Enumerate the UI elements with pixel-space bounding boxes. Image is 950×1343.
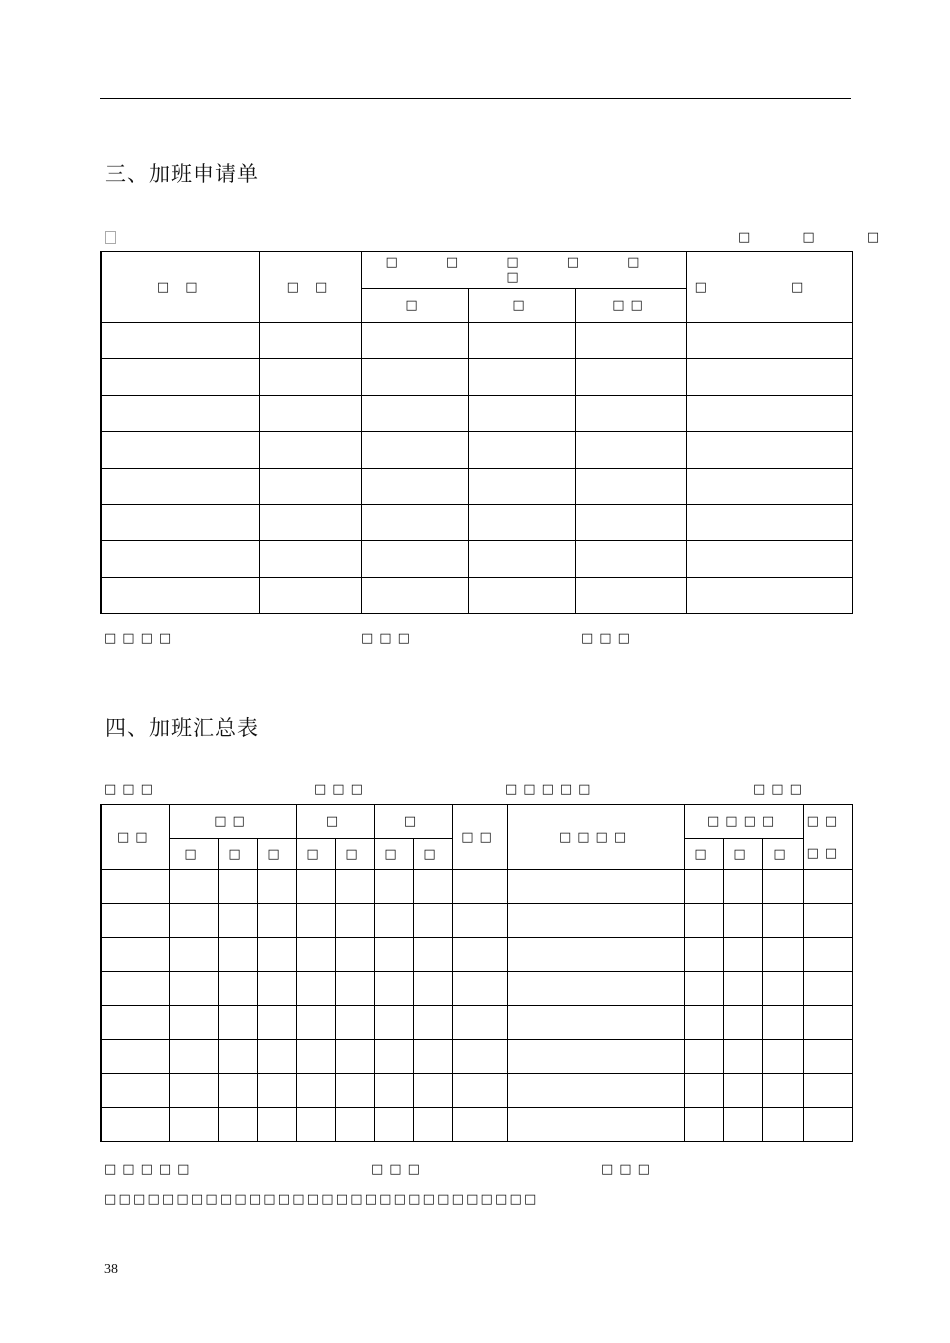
t2-cell	[101, 938, 169, 972]
t1-cell	[686, 359, 852, 395]
t1-cell	[361, 541, 468, 577]
t2-header-col1: □□	[101, 805, 169, 870]
t1-cell	[259, 468, 361, 504]
section4-note: □□□□□□□□□□□□□□□□□□□□□□□□□□□□□□	[104, 1192, 539, 1207]
t2-cell	[101, 1006, 169, 1040]
t2-cell	[413, 904, 452, 938]
t1-sub2: □	[468, 289, 575, 323]
t2-cell	[218, 1040, 257, 1074]
t2-cell	[257, 904, 296, 938]
t2-cell	[507, 1108, 684, 1142]
t2-cell	[218, 1108, 257, 1142]
t2-cell	[169, 1074, 218, 1108]
t2-cell	[762, 938, 803, 972]
t2-cell	[507, 1006, 684, 1040]
section3-footer-right: □□□	[581, 631, 636, 646]
t2-cell	[257, 1074, 296, 1108]
t1-cell	[101, 359, 259, 395]
t2-cell	[169, 938, 218, 972]
t2-cell	[101, 972, 169, 1006]
t2-cell	[803, 1040, 852, 1074]
t2-cell	[169, 972, 218, 1006]
t2-cell	[296, 904, 335, 938]
t1-cell	[686, 432, 852, 468]
t2-cell	[296, 1108, 335, 1142]
t2-cell	[723, 1108, 762, 1142]
overtime-application-table	[100, 251, 853, 614]
t2-cell	[169, 870, 218, 904]
t2-cell	[374, 938, 413, 972]
t2-cell	[101, 904, 169, 938]
t1-cell	[686, 577, 852, 613]
t2-cell	[101, 1040, 169, 1074]
t2-sub-a-2: □	[218, 839, 257, 870]
page-number: 38	[104, 1262, 118, 1277]
t2-cell	[296, 1040, 335, 1074]
t2-cell	[762, 904, 803, 938]
section4-footer-middle: □□□	[371, 1162, 426, 1177]
t2-cell	[684, 1108, 723, 1142]
section3-top-left-mark	[105, 231, 116, 244]
t2-cell	[762, 870, 803, 904]
t1-cell	[468, 468, 575, 504]
t2-sub-a-1: □	[169, 839, 218, 870]
t2-cell	[413, 972, 452, 1006]
t1-row	[101, 323, 852, 359]
t2-cell	[684, 972, 723, 1006]
t2-cell	[296, 1074, 335, 1108]
t2-cell	[374, 1074, 413, 1108]
t2-cell	[413, 1006, 452, 1040]
t2-cell	[257, 972, 296, 1006]
t2-cell	[803, 1108, 852, 1142]
t2-header-col-mid: □□	[452, 805, 507, 870]
t2-header-last-top: □□	[803, 805, 852, 839]
t2-cell	[762, 1040, 803, 1074]
t1-cell	[101, 323, 259, 359]
t2-cell	[257, 938, 296, 972]
t1-cell	[468, 395, 575, 431]
t2-cell	[762, 1074, 803, 1108]
t1-cell	[575, 468, 686, 504]
t2-sub-b-2: □	[335, 839, 374, 870]
t1-cell	[361, 359, 468, 395]
t2-cell	[762, 1108, 803, 1142]
t2-header-group-b: □	[296, 805, 374, 839]
t1-cell	[361, 468, 468, 504]
section4-top-label-3: □□□□□	[505, 782, 597, 797]
t2-cell	[803, 904, 852, 938]
t2-cell	[452, 1006, 507, 1040]
t2-cell	[335, 972, 374, 1006]
t2-sub-d-1: □	[684, 839, 723, 870]
t1-sub1: □	[361, 289, 468, 323]
t1-header-group: □ □ □ □ □ □	[361, 252, 686, 289]
t2-cell	[374, 972, 413, 1006]
t2-cell	[257, 870, 296, 904]
section3-date-label: □ □ □	[738, 230, 904, 245]
t2-row	[101, 972, 852, 1006]
t2-cell	[169, 904, 218, 938]
t2-row	[101, 904, 852, 938]
t2-header-last-bottom: □□	[803, 839, 852, 870]
t2-cell	[452, 1040, 507, 1074]
t2-cell	[723, 1040, 762, 1074]
t1-row	[101, 432, 852, 468]
t2-cell	[335, 1040, 374, 1074]
t1-cell	[259, 395, 361, 431]
section4-top-label-1: □□□	[104, 782, 159, 797]
t1-cell	[468, 541, 575, 577]
t1-cell	[575, 577, 686, 613]
t2-cell	[762, 1006, 803, 1040]
t1-cell	[468, 432, 575, 468]
section3-footer-left: □□□□	[104, 631, 178, 646]
t2-cell	[257, 1040, 296, 1074]
t2-header-group-c: □	[374, 805, 452, 839]
t1-cell	[686, 323, 852, 359]
t2-header-group-a: □□	[169, 805, 296, 839]
t2-cell	[413, 1040, 452, 1074]
t2-cell	[723, 972, 762, 1006]
t2-cell	[335, 1074, 374, 1108]
t2-cell	[335, 904, 374, 938]
t1-cell	[101, 395, 259, 431]
section4-footer-left: □□□□□	[104, 1162, 196, 1177]
t1-row	[101, 359, 852, 395]
t2-sub-b-1: □	[296, 839, 335, 870]
t1-cell	[686, 395, 852, 431]
t1-cell	[259, 504, 361, 540]
t1-cell	[101, 504, 259, 540]
t2-cell	[684, 1040, 723, 1074]
t2-cell	[452, 938, 507, 972]
t1-cell	[575, 395, 686, 431]
t2-cell	[684, 1074, 723, 1108]
t2-cell	[413, 1108, 452, 1142]
t2-cell	[169, 1006, 218, 1040]
section4-top-label-4: □□□	[753, 782, 808, 797]
t2-cell	[218, 938, 257, 972]
t1-cell	[361, 395, 468, 431]
section4-footer-right: □□□	[601, 1162, 656, 1177]
t2-cell	[335, 938, 374, 972]
t1-cell	[468, 359, 575, 395]
t2-cell	[723, 1006, 762, 1040]
section4-top-label-2: □□□	[314, 782, 369, 797]
t2-cell	[413, 1074, 452, 1108]
t2-cell	[257, 1006, 296, 1040]
t2-cell	[101, 1108, 169, 1142]
t2-row	[101, 1108, 852, 1142]
t2-cell	[218, 904, 257, 938]
t2-row	[101, 1074, 852, 1108]
t1-cell	[575, 432, 686, 468]
t1-cell	[361, 432, 468, 468]
t1-cell	[259, 541, 361, 577]
t2-sub-d-3: □	[762, 839, 803, 870]
t2-cell	[684, 1006, 723, 1040]
t1-cell	[101, 541, 259, 577]
t2-cell	[335, 1108, 374, 1142]
t2-cell	[296, 938, 335, 972]
t2-cell	[723, 1074, 762, 1108]
t2-cell	[374, 1040, 413, 1074]
t1-cell	[101, 577, 259, 613]
t2-cell	[803, 870, 852, 904]
t1-cell	[575, 359, 686, 395]
t1-cell	[575, 504, 686, 540]
t1-cell	[686, 541, 852, 577]
t2-cell	[218, 870, 257, 904]
t2-cell	[684, 870, 723, 904]
t2-cell	[169, 1108, 218, 1142]
t2-header-group-d: □□□□	[684, 805, 803, 839]
t2-cell	[452, 904, 507, 938]
t2-cell	[723, 870, 762, 904]
t2-cell	[452, 1108, 507, 1142]
t2-cell	[296, 972, 335, 1006]
section3-title: 三、加班申请单	[105, 162, 259, 186]
t1-cell	[259, 577, 361, 613]
t1-cell	[468, 577, 575, 613]
t2-cell	[374, 870, 413, 904]
t2-row	[101, 938, 852, 972]
t2-cell	[684, 904, 723, 938]
t1-cell	[575, 541, 686, 577]
t1-cell	[259, 359, 361, 395]
t1-cell	[575, 323, 686, 359]
t2-cell	[507, 904, 684, 938]
t1-header-col2: □ □	[259, 252, 361, 323]
t2-row	[101, 870, 852, 904]
t1-cell	[468, 504, 575, 540]
t1-sub3: □□	[575, 289, 686, 323]
t2-header-col-wide: □□□□	[507, 805, 684, 870]
t2-cell	[507, 1040, 684, 1074]
t1-cell	[259, 432, 361, 468]
t1-cell	[361, 504, 468, 540]
t2-cell	[335, 1006, 374, 1040]
t2-cell	[803, 1006, 852, 1040]
t2-cell	[218, 1074, 257, 1108]
t2-cell	[374, 1108, 413, 1142]
t2-sub-c-2: □	[413, 839, 452, 870]
t2-cell	[452, 1074, 507, 1108]
t2-sub-a-3: □	[257, 839, 296, 870]
t2-cell	[507, 870, 684, 904]
section3-footer-middle: □□□	[361, 631, 416, 646]
t2-sub-d-2: □	[723, 839, 762, 870]
t2-cell	[803, 1074, 852, 1108]
t1-cell	[686, 468, 852, 504]
t1-row	[101, 577, 852, 613]
t2-cell	[257, 1108, 296, 1142]
t2-cell	[218, 1006, 257, 1040]
t2-cell	[762, 972, 803, 1006]
t2-cell	[803, 972, 852, 1006]
t1-cell	[361, 323, 468, 359]
t2-cell	[169, 1040, 218, 1074]
t2-cell	[335, 870, 374, 904]
t2-row	[101, 1006, 852, 1040]
t2-cell	[296, 870, 335, 904]
header-rule	[100, 98, 851, 99]
t2-cell	[803, 938, 852, 972]
t2-cell	[507, 972, 684, 1006]
t1-row	[101, 468, 852, 504]
t2-cell	[452, 972, 507, 1006]
t2-row	[101, 1040, 852, 1074]
t1-row	[101, 504, 852, 540]
t2-cell	[296, 1006, 335, 1040]
t2-cell	[413, 870, 452, 904]
t2-cell	[374, 1006, 413, 1040]
t1-cell	[468, 323, 575, 359]
t2-cell	[218, 972, 257, 1006]
t1-cell	[259, 323, 361, 359]
t2-sub-c-1: □	[374, 839, 413, 870]
overtime-summary-table	[100, 804, 853, 1142]
t2-cell	[684, 938, 723, 972]
t2-cell	[101, 870, 169, 904]
t2-cell	[723, 904, 762, 938]
t1-cell	[101, 468, 259, 504]
t1-cell	[101, 432, 259, 468]
t2-cell	[374, 904, 413, 938]
t1-header-col1: □ □	[101, 252, 259, 323]
t1-cell	[361, 577, 468, 613]
t2-cell	[101, 1074, 169, 1108]
section4-title: 四、加班汇总表	[105, 716, 259, 740]
t1-header-col6: □ □	[686, 252, 852, 323]
t1-row	[101, 395, 852, 431]
t1-row	[101, 541, 852, 577]
t1-cell	[686, 504, 852, 540]
t2-cell	[507, 938, 684, 972]
t2-cell	[452, 870, 507, 904]
t2-cell	[507, 1074, 684, 1108]
t2-cell	[413, 938, 452, 972]
t2-cell	[723, 938, 762, 972]
